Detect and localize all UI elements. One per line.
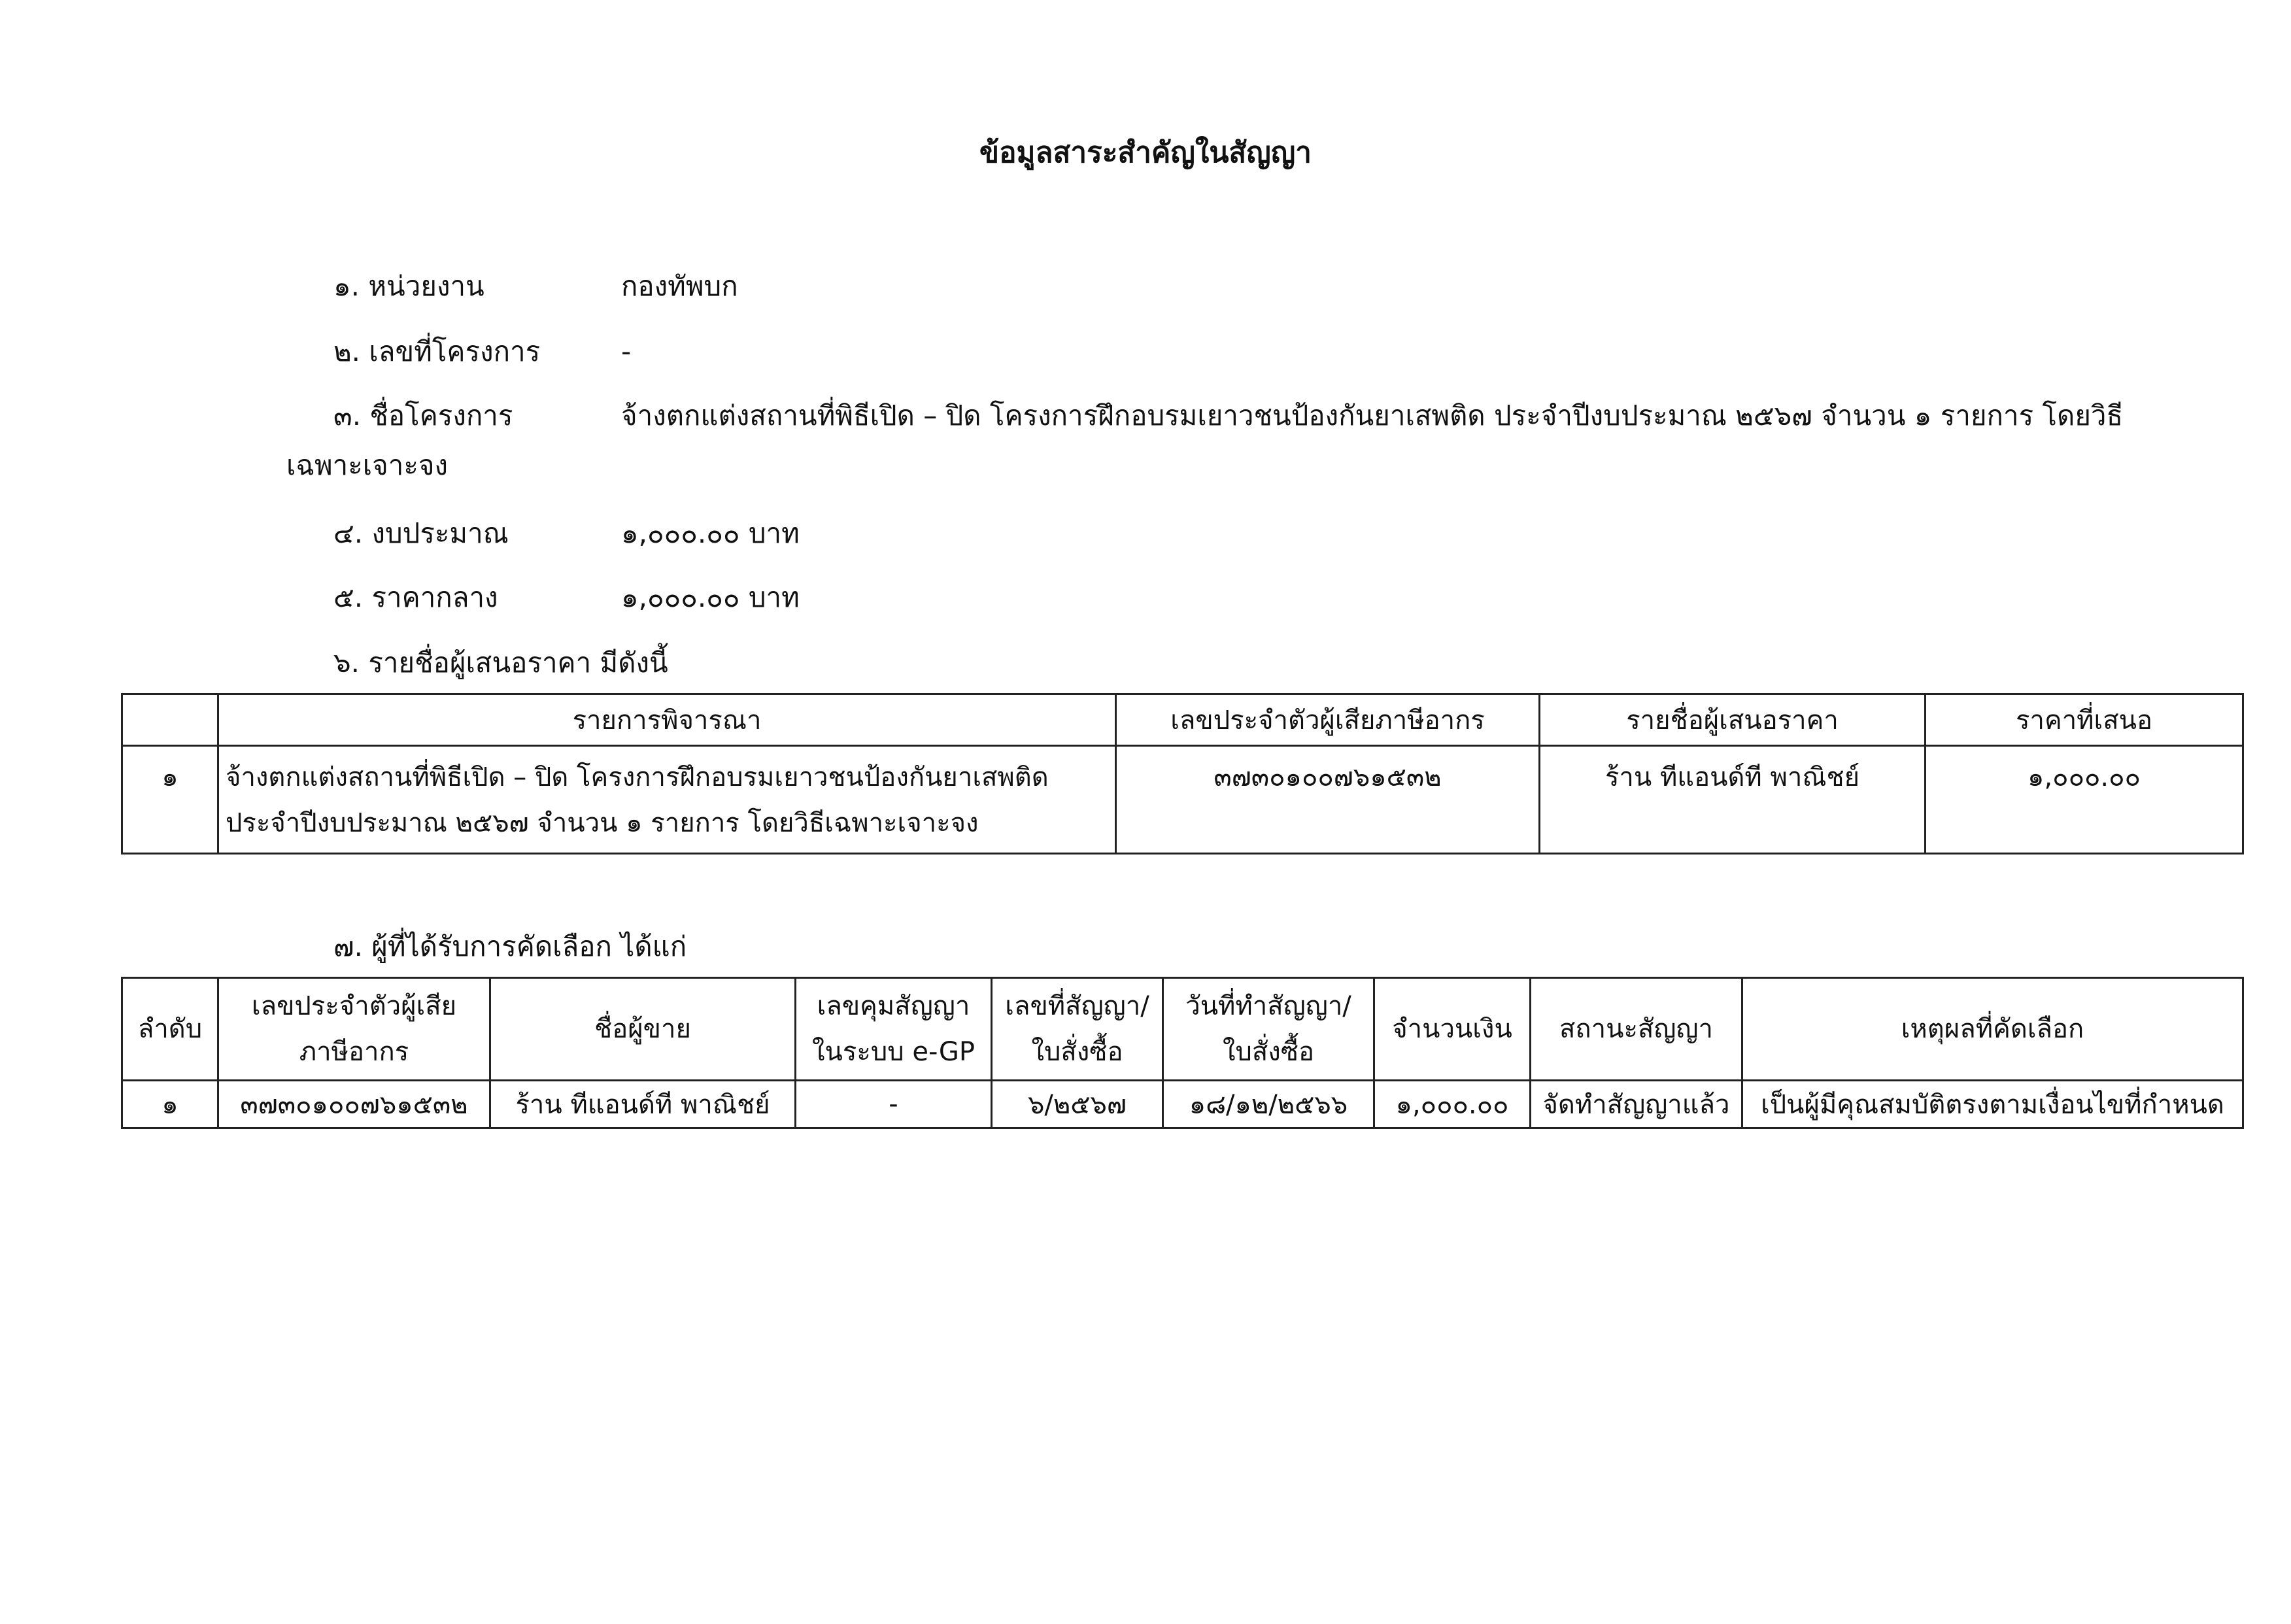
column-header: เลขประจำตัวผู้เสียภาษีอากร	[1116, 694, 1540, 746]
column-header	[1742, 978, 2243, 1081]
header-line: วันที่ทำสัญญา/	[1185, 991, 1351, 1021]
column-header	[218, 978, 490, 1081]
field-project-name-continued: เฉพาะเจาะจง	[286, 449, 449, 481]
field-value: -	[621, 335, 632, 367]
field-label: ๓. ชื่อโครงการ	[333, 399, 513, 431]
tax-id: ๓๗๓๐๑๐๐๗๖๑๕๓๒	[1116, 746, 1540, 854]
contract-date: ๑๘/๑๒/๒๕๖๖	[1163, 1081, 1374, 1128]
item-line: ประจำปีงบประมาณ ๒๕๖๗ จำนวน ๑ รายการ โดยวิธีเฉพาะเจาะจง	[226, 808, 979, 838]
selection-reason: เป็นผู้มีคุณสมบัติตรงตามเงื่อนไขที่กำหนด	[1742, 1081, 2243, 1128]
column-header	[490, 978, 796, 1081]
winners-table	[121, 977, 2244, 1129]
field-value: ๑,๐๐๐.๐๐ บาท	[621, 581, 800, 613]
header-line: ภาษีอากร	[299, 1037, 409, 1067]
contract-status: จัดทำสัญญาแล้ว	[1531, 1081, 1742, 1128]
bidders-table	[121, 693, 2244, 854]
field-value: ๑,๐๐๐.๐๐ บาท	[621, 517, 800, 549]
column-header	[122, 978, 218, 1081]
column-header	[1374, 978, 1531, 1081]
page-title: ข้อมูลสาระสำคัญในสัญญา	[979, 136, 1312, 169]
field-label: ๕. ราคากลาง	[333, 581, 498, 613]
row-number: ๑	[122, 1081, 218, 1128]
column-header	[796, 978, 992, 1081]
bidder-name: ร้าน ทีแอนด์ที พาณิชย์	[1540, 746, 1926, 854]
header-line: เหตุผลที่คัดเลือก	[1901, 1014, 2084, 1044]
header-line: เลขคุมสัญญา	[817, 991, 970, 1021]
contract-number: ๖/๒๕๖๗	[992, 1081, 1163, 1128]
row-number: ๑	[122, 746, 218, 854]
tax-id: ๓๗๓๐๑๐๐๗๖๑๕๓๒	[218, 1081, 490, 1128]
field-label: ๑. หน่วยงาน	[333, 270, 484, 302]
column-header: ราคาที่เสนอ	[1926, 694, 2243, 746]
item-description	[218, 746, 1116, 854]
header-line: เลขประจำตัวผู้เสีย	[251, 991, 457, 1021]
bidders-heading: ๖. รายชื่อผู้เสนอราคา มีดังนี้	[333, 647, 668, 679]
field-value: กองทัพบก	[621, 270, 738, 302]
header-line: จำนวนเงิน	[1392, 1014, 1512, 1044]
seller-name: ร้าน ทีแอนด์ที พาณิชย์	[490, 1081, 796, 1128]
table-header-row	[122, 694, 2243, 746]
header-line: ชื่อผู้ขาย	[594, 1014, 691, 1044]
header-line: สถานะสัญญา	[1559, 1014, 1713, 1044]
column-header	[992, 978, 1163, 1081]
table-row	[122, 746, 2243, 854]
header-line: ลำดับ	[137, 1014, 203, 1044]
header-line: ในระบบ e-GP	[812, 1037, 975, 1067]
offered-price: ๑,๐๐๐.๐๐	[1926, 746, 2243, 854]
header-line: ใบสั่งซื้อ	[1222, 1037, 1315, 1067]
item-line: จ้างตกแต่งสถานที่พิธีเปิด – ปิด โครงการฝึกอบรมเยาวชนป้องกันยาเสพติด	[226, 762, 1049, 792]
table-row	[122, 1081, 2243, 1128]
column-header: รายการพิจารณา	[218, 694, 1116, 746]
field-value: จ้างตกแต่งสถานที่พิธีเปิด – ปิด โครงการฝึกอบรมเยาวชนป้องกันยาเสพติด ประจำปีงบประมาณ ๒๕๖๗ จำนวน ๑ รายการ โดยวิธี	[621, 399, 2124, 431]
field-label: ๔. งบประมาณ	[333, 517, 509, 549]
column-header	[1163, 978, 1374, 1081]
egp-control-number: -	[796, 1081, 992, 1128]
amount: ๑,๐๐๐.๐๐	[1374, 1081, 1531, 1128]
column-header	[1531, 978, 1742, 1081]
column-header: รายชื่อผู้เสนอราคา	[1540, 694, 1926, 746]
table-header-row	[122, 978, 2243, 1081]
field-label: ๒. เลขที่โครงการ	[333, 335, 541, 367]
column-header	[122, 694, 218, 746]
header-line: เลขที่สัญญา/	[1005, 991, 1149, 1021]
winners-heading: ๗. ผู้ที่ได้รับการคัดเลือก ได้แก่	[333, 930, 687, 962]
header-line: ใบสั่งซื้อ	[1031, 1037, 1123, 1067]
